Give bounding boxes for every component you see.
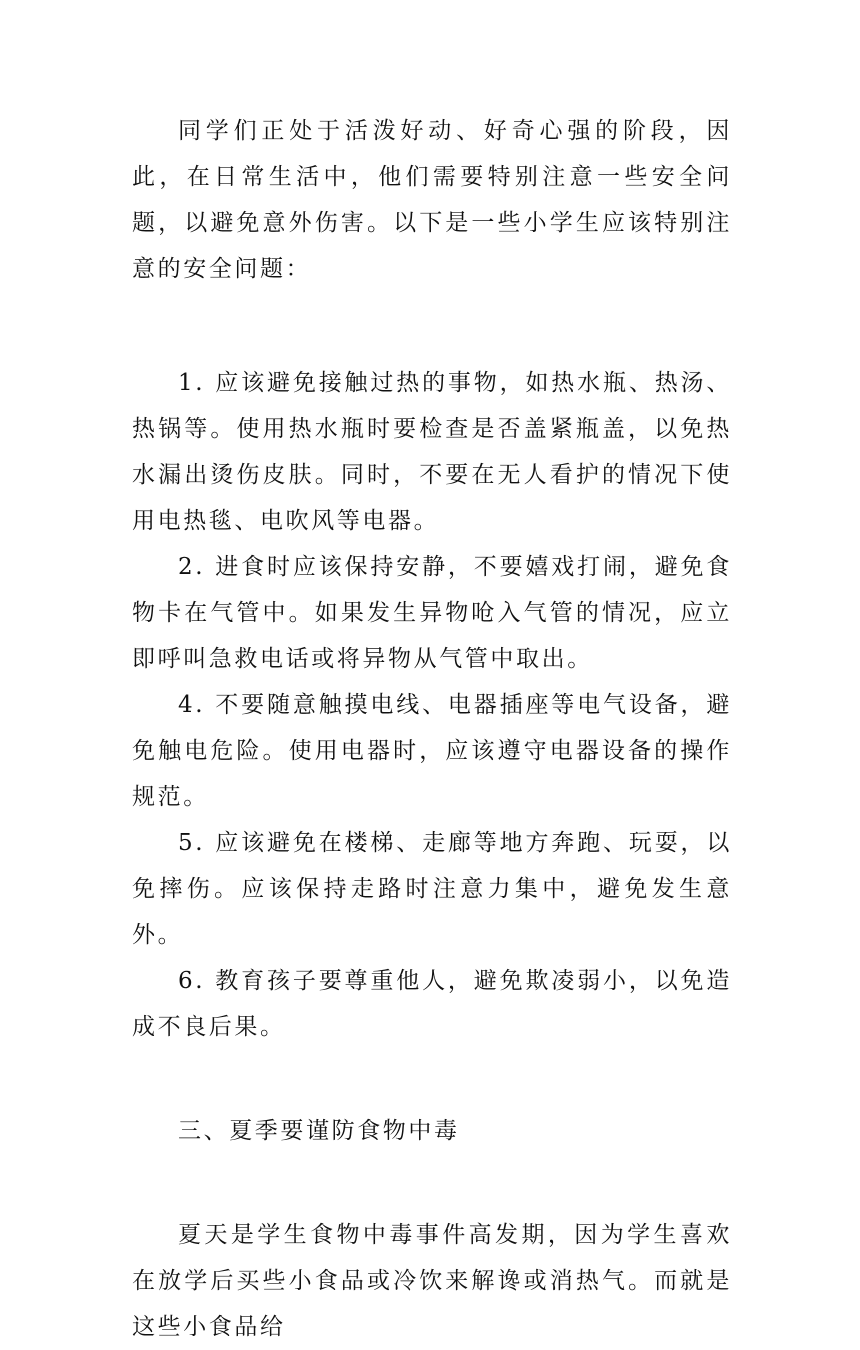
intro-paragraph: 同学们正处于活泼好动、好奇心强的阶段，因此，在日常生活中，他们需要特别注意一些安全问题，以避免意外伤害。以下是一些小学生应该特别注意的安全问题：: [132, 118, 732, 282]
safety-item-6: 6. 教育孩子要尊重他人，避免欺凌弱小，以免造成不良后果。: [132, 968, 732, 1040]
paragraph-spacer: [132, 292, 732, 360]
closing-paragraph: 夏天是学生食物中毒事件高发期，因为学生喜欢在放学后买些小食品或冷饮来解谗或消热气。而就是这些小食品给: [132, 1222, 732, 1340]
paragraph-spacer: [132, 1050, 732, 1108]
section-heading: 三、夏季要谨防食物中毒: [178, 1118, 460, 1144]
paragraph-spacer: [132, 1154, 732, 1212]
safety-item-1: 1. 应该避免接触过热的事物，如热水瓶、热汤、热锅等。使用热水瓶时要检查是否盖紧瓶盖，以免热水漏出烫伤皮肤。同时，不要在无人看护的情况下使用电热毯、电吹风等电器。: [132, 370, 732, 534]
safety-item-5: 5. 应该避免在楼梯、走廊等地方奔跑、玩耍，以免摔伤。应该保持走路时注意力集中，避免发生意外。: [132, 830, 732, 948]
safety-item-4: 4. 不要随意触摸电线、电器插座等电气设备，避免触电危险。使用电器时，应该遵守电器设备的操作规范。: [132, 692, 732, 810]
document-body: [132, 108, 732, 1350]
safety-item-2: 2. 进食时应该保持安静，不要嬉戏打闹，避免食物卡在气管中。如果发生异物呛入气管的情况，应立即呼叫急救电话或将异物从气管中取出。: [132, 554, 732, 672]
